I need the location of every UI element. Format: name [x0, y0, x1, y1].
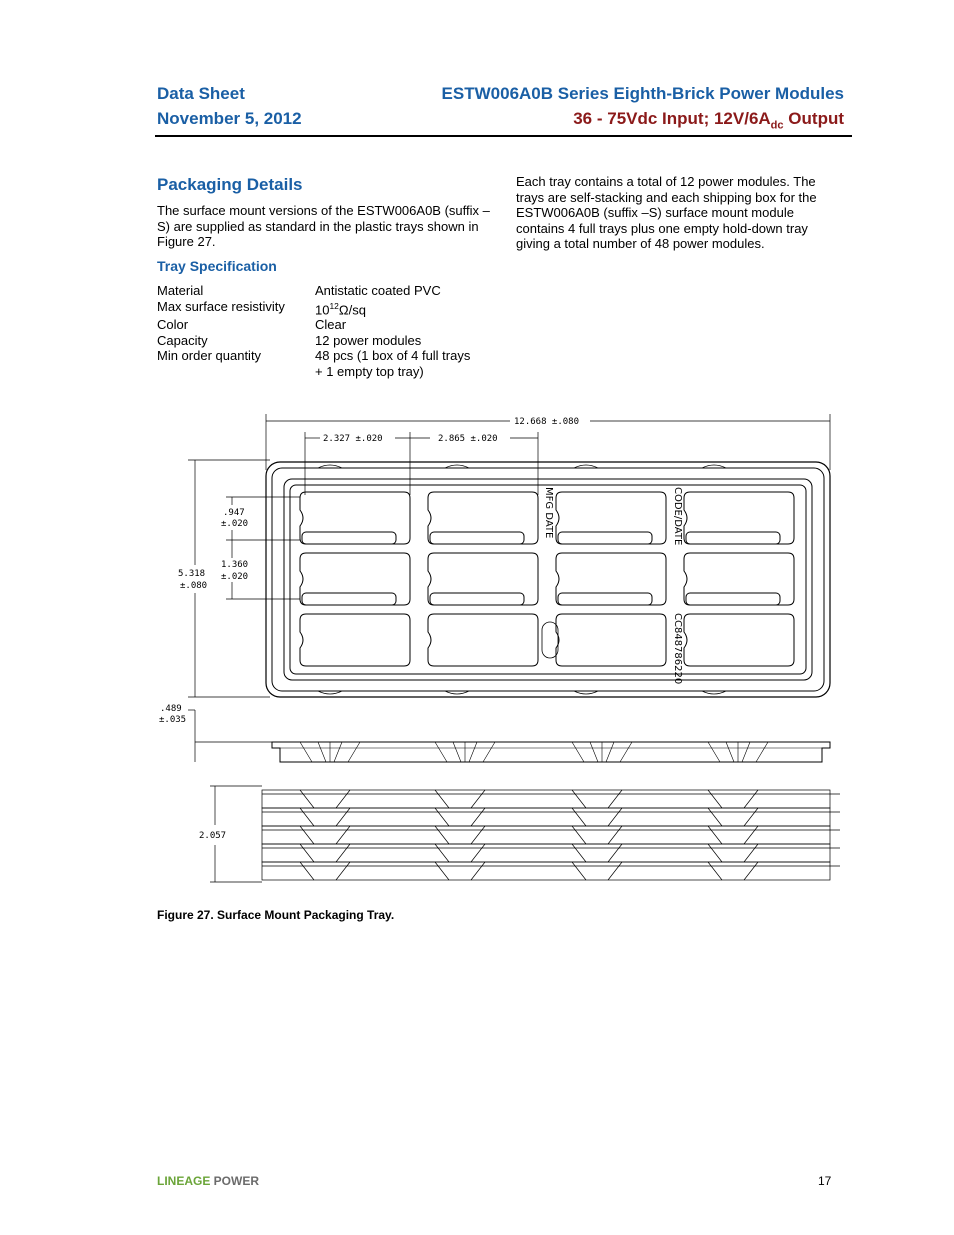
dim-1360-tol: ±.020 [221, 572, 249, 582]
dim-1360: 1.360 [221, 560, 249, 570]
stacked-tray-rib [708, 790, 758, 808]
tray-spec-title: Tray Specification [157, 258, 277, 274]
stacked-tray-rib [572, 826, 622, 844]
dim-947-tol: ±.020 [221, 519, 249, 529]
stacked-tray-rib [300, 808, 350, 826]
spec-row [157, 333, 470, 349]
spec-label: Material [157, 283, 204, 298]
stacked-tray [262, 844, 830, 862]
dim-947: .947 [223, 508, 245, 518]
tray-pocket [428, 553, 538, 605]
figure-caption: Figure 27. Surface Mount Packaging Tray. [157, 908, 395, 922]
footer-brand: LINEAGE POWER [157, 1174, 260, 1188]
stacked-tray-rib [435, 862, 485, 880]
dim-overall-width: 12.668 ±.080 [514, 417, 580, 427]
mark-mfg-date: MFG DATE [543, 487, 554, 539]
tray-drawing [150, 405, 850, 895]
tray-pocket [300, 492, 410, 544]
stacked-tray-rib [708, 844, 758, 862]
pocket-tab [430, 532, 524, 544]
mark-datecode: CODE/DATE [672, 487, 683, 546]
stacked-tray-rib [300, 862, 350, 880]
tray-pocket [428, 614, 538, 666]
spec-value: 12 power modules [315, 332, 422, 348]
tray-pocket [684, 553, 794, 605]
dim-pitch-1: 2.327 ±.020 [323, 434, 383, 444]
spec-label: Min order quantity [157, 348, 262, 364]
tray-pocket [428, 492, 538, 544]
stacked-tray-rib [300, 790, 350, 808]
spec-label: Color [157, 317, 189, 333]
dim-489: .489 [160, 704, 182, 714]
tray-spec-table [157, 283, 470, 379]
tray-pocket [684, 492, 794, 544]
stacked-tray [262, 790, 830, 808]
stacked-tray-rib [572, 808, 622, 826]
stacked-tray-rib [572, 862, 622, 880]
spec-row [157, 348, 470, 379]
spec-value: Antistatic coated PVC [315, 283, 441, 298]
stacked-tray-rib [435, 808, 485, 826]
spec-label: Max surface resistivity [157, 298, 285, 314]
stacked-tray-rib [435, 790, 485, 808]
spec-row [157, 283, 470, 299]
page-number: 17 [818, 1174, 832, 1188]
pocket-tab [302, 593, 396, 605]
stacked-tray-rib [708, 862, 758, 880]
dim-5318-tol: ±.080 [180, 581, 208, 591]
spec-value: 48 pcs (1 box of 4 full trays + 1 empty top tray) [315, 348, 471, 379]
dim-5318: 5.318 [178, 569, 206, 579]
tray-pocket [300, 614, 410, 666]
tray-pocket [556, 614, 666, 666]
stacked-tray [262, 826, 830, 844]
stacked-tray-rib [435, 844, 485, 862]
pocket-tab [558, 593, 652, 605]
tray-pocket [556, 553, 666, 605]
pocket-tab [686, 593, 780, 605]
spec-value: Clear [315, 317, 347, 333]
product-title: ESTW006A0B Series Eighth-Brick Power Modules [441, 84, 844, 103]
spec-label: Capacity [157, 332, 208, 348]
doc-date: November 5, 2012 [157, 109, 302, 128]
doc-type: Data Sheet [157, 84, 245, 103]
pocket-tab [558, 532, 652, 544]
dim-489-tol: ±.035 [159, 715, 187, 725]
mark-part-number: CC848786220 [672, 613, 683, 685]
spec-row [157, 299, 470, 318]
stacked-tray-rib [572, 844, 622, 862]
stacked-tray-rib [300, 844, 350, 862]
spec-row [157, 317, 470, 333]
header-rule [155, 135, 852, 137]
spec-value: $10^{12}\Omega/sq$ [315, 300, 366, 317]
tray-pocket [556, 492, 666, 544]
stacked-tray-rib [435, 826, 485, 844]
intro-paragraph: The surface mount versions of the ESTW006A0B (suffix –S) are supplied as standard in the plastic trays shown in Figure 27. [157, 203, 490, 249]
tray-pocket [300, 553, 410, 605]
stacked-tray [262, 808, 830, 826]
pocket-tab [430, 593, 524, 605]
dim-2057: 2.057 [199, 831, 227, 841]
shipping-paragraph: Each tray contains a total of 12 power modules. The trays are self-stacking and each shipping box for the ESTW006A0B (suffix –S) surface mount module contains 4 full trays plus one empty hold-down tray giving a total number of 48 power modules. [516, 174, 817, 251]
pocket-tab [302, 532, 396, 544]
section-title: Packaging Details [157, 175, 303, 194]
stacked-tray [262, 862, 830, 880]
stacked-tray-rib [300, 826, 350, 844]
product-subtitle: 36 - 75Vdc Input; $12V/6A_{dc}$ Output [573, 109, 844, 132]
stacked-tray-rib [572, 790, 622, 808]
stacked-tray-rib [708, 826, 758, 844]
tray-pocket [684, 614, 794, 666]
dim-pitch-2: 2.865 ±.020 [438, 434, 498, 444]
stacked-tray-rib [708, 808, 758, 826]
pocket-tab [686, 532, 780, 544]
